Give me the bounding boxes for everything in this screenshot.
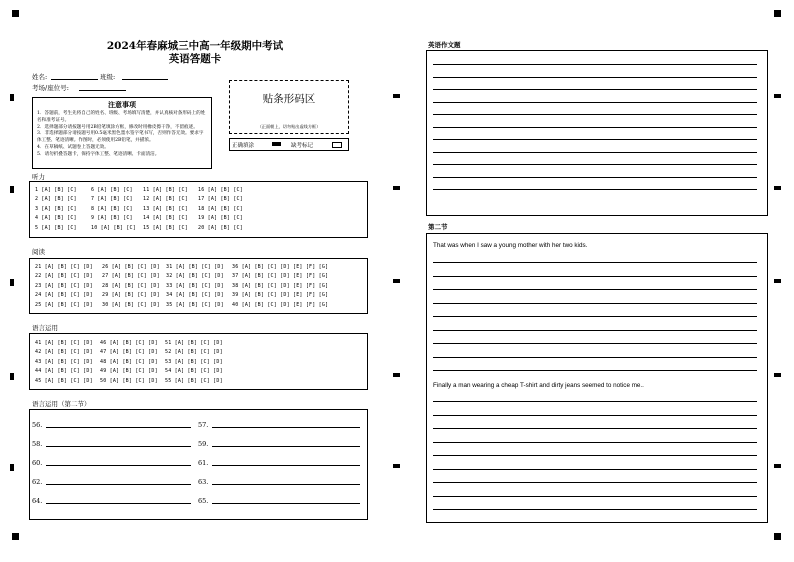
writing-line[interactable] xyxy=(433,177,757,178)
answer-option-row[interactable]: 53 [A] [B] [C] [D] xyxy=(165,358,223,365)
answer-option-row[interactable]: 45 [A] [B] [C] [D] xyxy=(35,377,93,384)
timing-mark xyxy=(12,10,19,17)
notes-item: 4．在草稿纸、试题卷上答题无效。 xyxy=(37,144,109,150)
writing-line[interactable] xyxy=(433,89,757,90)
correct-fill-label: 正确填涂 xyxy=(232,143,255,149)
answer-option-row[interactable]: 29 [A] [B] [C] [D] xyxy=(102,292,160,299)
question-number: 61. xyxy=(198,459,209,467)
answer-line[interactable] xyxy=(46,465,191,466)
writing-line[interactable] xyxy=(433,316,757,317)
answer-line[interactable] xyxy=(46,446,191,447)
answer-option-row[interactable]: 24 [A] [B] [C] [D] xyxy=(35,292,93,299)
answer-option-row[interactable]: 14 [A] [B] [C] xyxy=(143,215,188,222)
answer-option-row[interactable]: 31 [A] [B] [C] [D] xyxy=(166,264,224,270)
timing-mark xyxy=(393,464,400,468)
question-number: 65. xyxy=(198,497,209,505)
name-field[interactable] xyxy=(51,79,98,80)
part2-box xyxy=(426,233,768,523)
prompt-first: That was when I saw a young mother with her two kids. xyxy=(433,242,588,249)
question-number: 56. xyxy=(32,421,43,429)
absent-mark-checkbox[interactable] xyxy=(332,142,342,148)
answer-option-row[interactable]: 44 [A] [B] [C] [D] xyxy=(35,368,93,375)
answer-option-row[interactable]: 52 [A] [B] [C] [D] xyxy=(165,349,223,356)
answer-option-row[interactable]: 55 [A] [B] [C] [D] xyxy=(165,377,223,384)
answer-option-row[interactable]: 32 [A] [B] [C] [D] xyxy=(166,273,224,280)
barcode-title: 贴条形码区 xyxy=(262,93,316,105)
section-part2: 第二节 xyxy=(428,223,448,231)
answer-option-row[interactable]: 17 [A] [B] [C] xyxy=(198,196,243,203)
timing-mark xyxy=(393,94,400,98)
question-number: 58. xyxy=(32,440,43,448)
writing-line[interactable] xyxy=(433,303,757,304)
notes-item: 3．非选择题部分请按题号用0.5毫米黑色墨水签字笔书写，否则作答无效。要求字体工整、笔迹清晰。作图时，必须使用2B铅笔，并描浓。 xyxy=(37,131,204,144)
answer-option-row[interactable]: 30 [A] [B] [C] [D] xyxy=(102,301,160,308)
answer-option-row[interactable]: 4 [A] [B] [C] xyxy=(35,215,77,222)
barcode-note: （正面朝上，切勿贴出虚线方框） xyxy=(257,124,321,129)
answer-line[interactable] xyxy=(46,503,191,504)
question-number: 63. xyxy=(198,478,209,486)
answer-line[interactable] xyxy=(212,465,360,466)
answer-option-row[interactable]: 51 [A] [B] [C] [D] xyxy=(165,340,223,346)
answer-option-row[interactable]: 36 [A] [B] [C] [D] [E] [F] [G] xyxy=(232,264,329,270)
seat-field[interactable] xyxy=(79,90,126,91)
answer-option-row[interactable]: 6 [A] [B] [C] xyxy=(91,187,133,193)
question-number: 57. xyxy=(198,421,209,429)
writing-line[interactable] xyxy=(433,77,757,78)
class-label: 班级: xyxy=(100,73,116,81)
correct-fill-sample xyxy=(272,142,281,146)
writing-line[interactable] xyxy=(433,189,757,190)
timing-mark xyxy=(774,186,781,190)
section-reading: 阅读 xyxy=(32,248,45,256)
answer-option-row[interactable]: 2 [A] [B] [C] xyxy=(35,196,77,203)
writing-line[interactable] xyxy=(433,370,757,371)
timing-mark xyxy=(10,186,14,193)
writing-line[interactable] xyxy=(433,152,757,153)
answer-option-row[interactable]: 15 [A] [B] [C] xyxy=(143,224,188,231)
question-number: 64. xyxy=(32,497,43,505)
answer-option-row[interactable]: 43 [A] [B] [C] [D] xyxy=(35,358,93,365)
timing-mark xyxy=(774,279,781,283)
answer-option-row[interactable]: 16 [A] [B] [C] xyxy=(198,187,243,193)
answer-option-row[interactable]: 1 [A] [B] [C] xyxy=(35,187,77,193)
timing-mark xyxy=(774,373,781,377)
answer-option-row[interactable]: 3 [A] [B] [C] xyxy=(35,205,77,212)
answer-option-row[interactable]: 23 [A] [B] [C] [D] xyxy=(35,282,93,289)
section-language-2: 语言运用（第二节） xyxy=(32,400,91,408)
writing-line[interactable] xyxy=(433,139,757,140)
writing-line[interactable] xyxy=(433,127,757,128)
answer-option-row[interactable]: 50 [A] [B] [C] [D] xyxy=(100,377,158,384)
writing-line[interactable] xyxy=(433,357,757,358)
writing-line[interactable] xyxy=(433,164,757,165)
answer-option-row[interactable]: 40 [A] [B] [C] [D] [E] [F] [G] xyxy=(232,301,329,308)
writing-box xyxy=(426,50,768,216)
answer-option-row[interactable]: 10 [A] [B] [C] xyxy=(91,224,136,231)
answer-option-row[interactable]: 19 [A] [B] [C] xyxy=(198,215,243,222)
answer-line[interactable] xyxy=(212,484,360,485)
notes-item: 1．答题前，考生先将自己的姓名、班级、考场填写清楚，并认真核对条形码上的姓名和准考证号。 xyxy=(37,111,206,123)
answer-option-row[interactable]: 21 [A] [B] [C] [D] xyxy=(35,264,93,270)
answer-option-row[interactable]: 7 [A] [B] [C] xyxy=(91,196,133,203)
barcode-area xyxy=(229,80,349,134)
answer-option-row[interactable]: 22 [A] [B] [C] [D] xyxy=(35,273,93,280)
answer-option-row[interactable]: 26 [A] [B] [C] [D] xyxy=(102,264,160,270)
answer-option-row[interactable]: 11 [A] [B] [C] xyxy=(143,187,188,193)
answer-option-row[interactable]: 39 [A] [B] [C] [D] [E] [F] [G] xyxy=(232,292,329,299)
timing-mark xyxy=(774,10,781,17)
writing-line[interactable] xyxy=(433,114,757,115)
answer-option-row[interactable]: 9 [A] [B] [C] xyxy=(91,215,133,222)
answer-line[interactable] xyxy=(212,503,360,504)
timing-mark xyxy=(393,373,400,377)
writing-line[interactable] xyxy=(433,330,757,331)
notes-box xyxy=(32,97,212,169)
seat-label: 考场/座位号: xyxy=(32,84,69,92)
name-label: 姓名: xyxy=(32,73,48,81)
timing-mark xyxy=(774,94,781,98)
writing-line[interactable] xyxy=(433,509,757,510)
timing-mark xyxy=(10,94,14,101)
writing-line[interactable] xyxy=(433,496,757,497)
question-number: 62. xyxy=(32,478,43,486)
timing-mark xyxy=(393,186,400,190)
writing-line[interactable] xyxy=(433,415,757,416)
answer-option-row[interactable]: 46 [A] [B] [C] [D] xyxy=(100,340,158,346)
writing-line[interactable] xyxy=(433,469,757,470)
prompt-second: Finally a man wearing a cheap T-shirt and dirty jeans seemed to notice me.. xyxy=(433,382,644,389)
class-field[interactable] xyxy=(122,79,168,80)
answer-option-row[interactable]: 33 [A] [B] [C] [D] xyxy=(166,282,224,289)
answer-option-row[interactable]: 20 [A] [B] [C] xyxy=(198,224,243,231)
answer-option-row[interactable]: 12 [A] [B] [C] xyxy=(143,196,188,203)
exam-title: 2024年春麻城三中高一年级期中考试 xyxy=(106,40,284,52)
answer-option-row[interactable]: 54 [A] [B] [C] [D] xyxy=(165,368,223,375)
answer-option-row[interactable]: 28 [A] [B] [C] [D] xyxy=(102,282,160,289)
section-language: 语言运用 xyxy=(32,324,58,332)
writing-line[interactable] xyxy=(433,455,757,456)
answer-option-row[interactable]: 38 [A] [B] [C] [D] [E] [F] [G] xyxy=(232,282,329,289)
notes-item: 2．选择题部分请按题号用2B铅笔填涂方框，修改时用橡皮擦干净，不留痕迹。 xyxy=(37,124,198,130)
answer-option-row[interactable]: 13 [A] [B] [C] xyxy=(143,205,188,212)
question-number: 59. xyxy=(198,440,209,448)
answer-option-row[interactable]: 49 [A] [B] [C] [D] xyxy=(100,368,158,375)
writing-line[interactable] xyxy=(433,442,757,443)
section-writing: 英语作文题 xyxy=(428,41,461,49)
absent-mark-label: 缺考标记 xyxy=(291,143,314,149)
answer-option-row[interactable]: 48 [A] [B] [C] [D] xyxy=(100,358,158,365)
timing-mark xyxy=(774,464,781,468)
timing-mark xyxy=(774,533,781,540)
writing-line[interactable] xyxy=(433,102,757,103)
question-number: 60. xyxy=(32,459,43,467)
answer-option-row[interactable]: 18 [A] [B] [C] xyxy=(198,205,243,212)
card-subtitle: 英语答题卡 xyxy=(168,53,222,65)
timing-mark xyxy=(10,279,14,286)
answer-option-row[interactable]: 42 [A] [B] [C] [D] xyxy=(35,349,93,356)
timing-mark xyxy=(393,279,400,283)
notes-item: 5．请勿折叠答题卡，保持字体工整、笔迹清晰、卡面清洁。 xyxy=(37,151,160,157)
answer-option-row[interactable]: 8 [A] [B] [C] xyxy=(91,205,133,212)
section-listening: 听力 xyxy=(32,173,45,181)
answer-option-row[interactable]: 35 [A] [B] [C] [D] xyxy=(166,301,224,308)
timing-mark xyxy=(12,533,19,540)
answer-line[interactable] xyxy=(212,446,360,447)
writing-line[interactable] xyxy=(433,64,757,65)
answer-line[interactable] xyxy=(212,427,360,428)
answer-option-row[interactable]: 25 [A] [B] [C] [D] xyxy=(35,301,93,308)
timing-mark xyxy=(10,464,14,471)
answer-option-row[interactable]: 27 [A] [B] [C] [D] xyxy=(102,273,160,280)
answer-line[interactable] xyxy=(46,484,191,485)
notes-title: 注意事项 xyxy=(108,100,136,109)
notes-list xyxy=(33,110,211,159)
writing-line[interactable] xyxy=(433,428,757,429)
answer-option-row[interactable]: 47 [A] [B] [C] [D] xyxy=(100,349,158,356)
answer-option-row[interactable]: 41 [A] [B] [C] [D] xyxy=(35,340,93,346)
writing-line[interactable] xyxy=(433,289,757,290)
answer-option-row[interactable]: 34 [A] [B] [C] [D] xyxy=(166,292,224,299)
writing-line[interactable] xyxy=(433,343,757,344)
writing-line[interactable] xyxy=(433,276,757,277)
writing-line[interactable] xyxy=(433,262,757,263)
timing-mark xyxy=(10,373,14,380)
writing-line[interactable] xyxy=(433,482,757,483)
answer-option-row[interactable]: 37 [A] [B] [C] [D] [E] [F] [G] xyxy=(232,273,329,280)
answer-line[interactable] xyxy=(46,427,191,428)
answer-option-row[interactable]: 5 [A] [B] [C] xyxy=(35,224,77,231)
writing-line[interactable] xyxy=(433,401,757,402)
